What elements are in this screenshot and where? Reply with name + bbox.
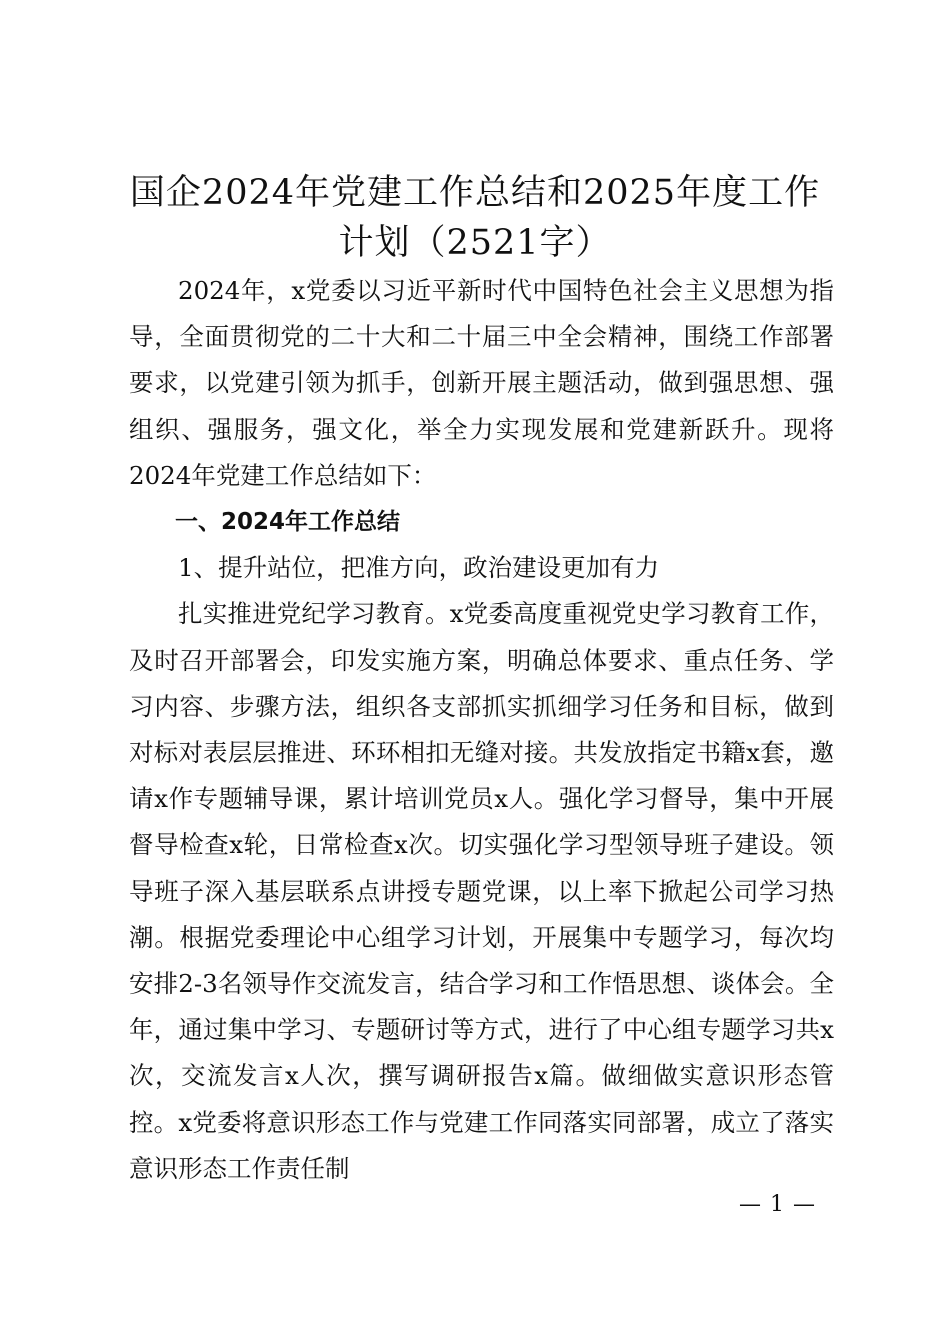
document-title: 国企2024年党建工作总结和2025年度工作计划（2521字） <box>129 173 821 263</box>
page-number: — 1 — <box>739 1192 816 1217</box>
subsection-heading: 1、提升站位，把准方向，政治建设更加有力 <box>178 553 660 583</box>
section-heading: 一、2024年工作总结 <box>175 509 401 536</box>
document-body <box>129 268 834 1192</box>
intro-paragraph: 2024年，x党委以习近平新时代中国特色社会主义思想为指导，全面贯彻党的二十大和二十届三中全会精神，围绕工作部署要求，以党建引领为抓手，创新开展主题活动，做到强思想、强组织、强服务，强文化，举全力实现发展和党建新跃升。现将2024年党建工作总结如下： <box>129 276 834 490</box>
body-paragraph: 扎实推进党纪学习教育。x党委高度重视党史学习教育工作，及时召开部署会，印发实施方案，明确总体要求、重点任务、学习内容、步骤方法，组织各支部抓实抓细学习任务和目标，做到对标对表层层推进、环环相扣无缝对接。共发放指定书籍x套，邀请x作专题辅导课，累计培训党员x人。强化学习督导，集中开展督导检查x轮，日常检查x次。切实强化学习型领导班子建设。领导班子深入基层联系点讲授专题党课，以上率下掀起公司学习热潮。根据党委理论中心组学习计划，开展集中专题学习，每次均安排2-3名领导作交流发言，结合学习和工作悟思想、谈体会。全年，通过集中学习、专题研讨等方式，进行了中心组专题学习共x次，交流发言x人次，撰写调研报告x篇。做细做实意识形态管控。x党委将意识形态工作与党建工作同落实同部署，成立了落实意识形态工作责任制 <box>129 599 834 1183</box>
